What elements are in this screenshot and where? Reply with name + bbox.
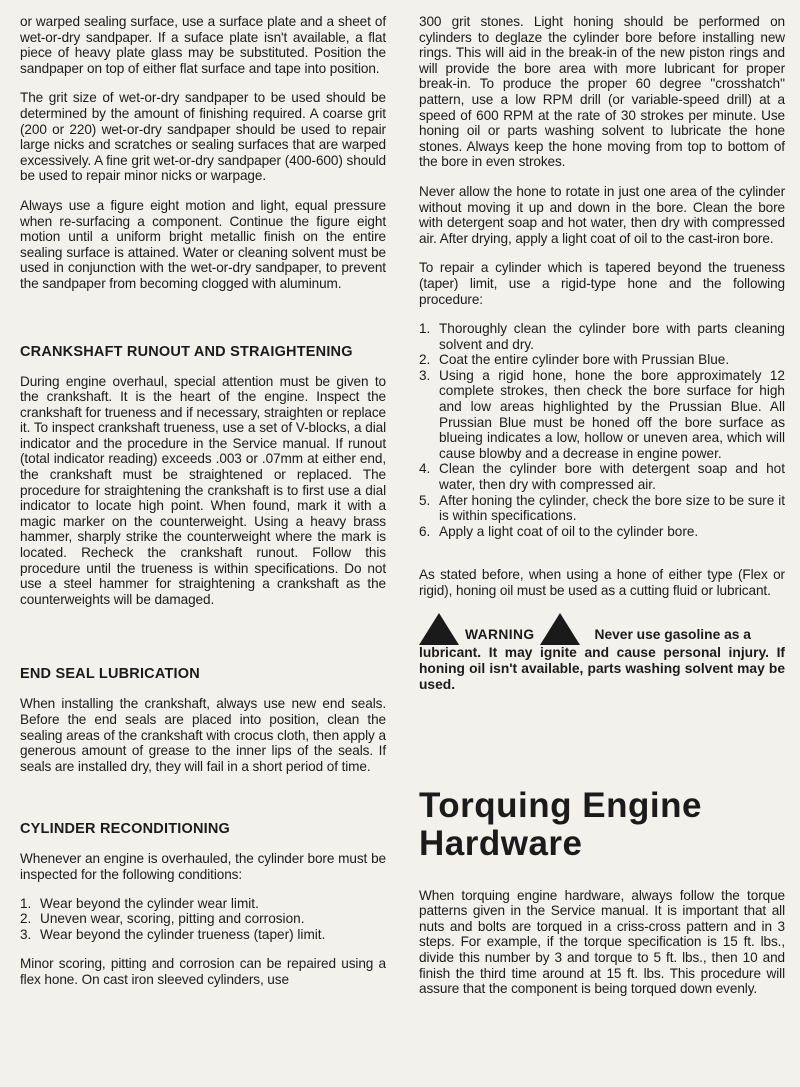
section-title-line1: Torquing Engine (419, 785, 702, 825)
heading-cylinder-reconditioning: CYLINDER RECONDITIONING (20, 821, 231, 838)
list-item: 2. Coat the entire cylinder bore with Prussian Blue. (419, 352, 730, 368)
warning-body: lubricant. It may ignite and cause personal injury. If honing oil isn't available, parts washing solvent may be used. (419, 644, 785, 692)
right-column (419, 14, 785, 997)
paragraph-cylinder-inspect: Whenever an engine is overhauled, the cylinder bore must be inspected for the following conditions: (20, 851, 386, 882)
warning-label: WARNING (465, 626, 535, 642)
paragraph-minor-scoring: Minor scoring, pitting and corrosion can be repaired using a flex hone. On cast iron sleeved cylinders, use (20, 956, 386, 987)
paragraph-tapered: To repair a cylinder which is tapered beyond the trueness (taper) limit, use a rigid-type hone and the following procedure: (419, 260, 785, 307)
warning-box (419, 613, 785, 693)
list-item: 1. Thoroughly clean the cylinder bore with parts cleaning solvent and dry. (419, 321, 785, 352)
section-title (419, 787, 785, 863)
paragraph-figure-eight: Always use a figure eight motion and light, equal pressure when re-surfacing a component. Continue the figure eight motion until a uniform bright metallic finish on the entire sealing surface is attained. Water or cleaning solvent must be used in conjunction with the wet-or-dry sandpaper, to prevent the sandpaper from becoming clogged with aluminum. (20, 197, 386, 291)
warning-triangle-icon (540, 613, 580, 645)
paragraph-end-seal: When installing the crankshaft, always use new end seals. Before the end seals are placed into position, clean the sealing areas of the crankshaft with crocus cloth, then apply a generous amount of grease to the inner lips of the seals. If seals are installed dry, they will fail in a short period of time. (20, 696, 386, 774)
heading-crankshaft-runout: CRANKSHAFT RUNOUT AND STRAIGHTENING (20, 343, 353, 360)
paragraph-cutting-fluid: As stated before, when using a hone of either type (Flex or rigid), honing oil must be used as a cutting fluid or lubricant. (419, 567, 785, 598)
paragraph-torquing: When torquing engine hardware, always follow the torque patterns given in the Service manual. It is important that all nuts and bolts are torqued in a criss-cross pattern and in 3 steps. For example, if the torque specification is 15 ft. lbs., divide this number by 3 and torque to 5 ft. lbs., then 10 and finish the third time around at 15 ft. lbs. This procedure will assure that the component is being torqued down evenly. (419, 887, 785, 997)
list-item: 4. Clean the cylinder bore with detergent soap and hot water, then dry with compressed air. (419, 461, 785, 493)
paragraph-crankshaft: During engine overhaul, special attention must be given to the crankshaft. It is the heart of the engine. Inspect the crankshaft for trueness and if necessary, straighten or replace it. To inspect crankshaft trueness, use a set of V-blocks, a dial indicator and the procedure in the Service manual. If runout (total indicator reading) exceeds .003 or .07mm at either end, the crankshaft must be straightened or replaced. The procedure for straightening the crankshaft is to first use a dial indicator to locate high point. When found, mark it with a magic marker on the counterweight. Using a heavy brass hammer, sharply strike the counterweight where the mark is located. Recheck the crankshaft runout. Follow this procedure until the trueness is within specifications. Do not use a steel hammer for straightening a crankshaft as the counterweights will be damaged. (20, 373, 386, 607)
list-item: 1. Wear beyond the cylinder wear limit. (20, 895, 259, 911)
list-rigid-hone-procedure (419, 321, 785, 539)
list-item: 3. Wear beyond the cylinder trueness (taper) limit. (20, 926, 326, 942)
paragraph-surface-plate: or warped sealing surface, use a surface plate and a sheet of wet-or-dry sandpaper. If a suface plate isn't available, a flat piece of heavy plate glass may be substituted. Position the sandpaper on top of either flat surface and tape into position. (20, 14, 386, 76)
list-item: 5. After honing the cylinder, check the bore size to be sure it is within specifications. (419, 492, 785, 524)
list-cylinder-conditions (20, 896, 386, 943)
list-item: 3. Using a rigid hone, hone the bore approximately 12 complete strokes, then check the bore surface for high and low areas highlighted by the Prussian Blue. All Prussian Blue must be honed off the bore surface as blueing indicates a low, hollow or uneven area, which will cause blowby and a decrease in engine power. (419, 367, 785, 461)
paragraph-never-rotate: Never allow the hone to rotate in just one area of the cylinder without moving it up and down in the bore. Clean the bore with detergent soap and hot water, then dry with compressed air. After drying, apply a light coat of oil to the cast-iron bore. (419, 183, 785, 246)
paragraph-grit-size: The grit size of wet-or-dry sandpaper to be used should be determined by the amount of finishing required. A coarse grit (200 or 220) wet-or-dry sandpaper should be used to repair large nicks and scratches or sealing surfaces that are warped excessively. A fine grit wet-or-dry sandpaper (400-600) should be used to repair minor nicks or warpage. (20, 90, 386, 184)
warning-lead: Never use gasoline as a (594, 626, 751, 642)
left-column (20, 14, 386, 988)
section-title-line2: Hardware (419, 823, 583, 863)
heading-end-seal-lubrication: END SEAL LUBRICATION (20, 666, 200, 683)
warning-triangle-icon (419, 613, 459, 645)
paragraph-honing: 300 grit stones. Light honing should be performed on cylinders to deglaze the cylinder bore before installing new rings. This will aid in the break-in of the new piston rings and will provide the bore area with more lubricant for proper break-in. To produce the proper 60 degree ''crosshatch'' pattern, use a low RPM drill (or variable-speed drill) at a speed of 600 RPM at the rate of 30 strokes per minute. Use honing oil or parts washing solvent to lubricate the hone stones. Always keep the hone moving from top to bottom of the bore in even strokes. (419, 14, 785, 170)
warning-header (419, 613, 785, 645)
list-item: 2. Uneven wear, scoring, pitting and corrosion. (20, 911, 305, 927)
list-item: 6. Apply a light coat of oil to the cylinder bore. (419, 523, 699, 539)
